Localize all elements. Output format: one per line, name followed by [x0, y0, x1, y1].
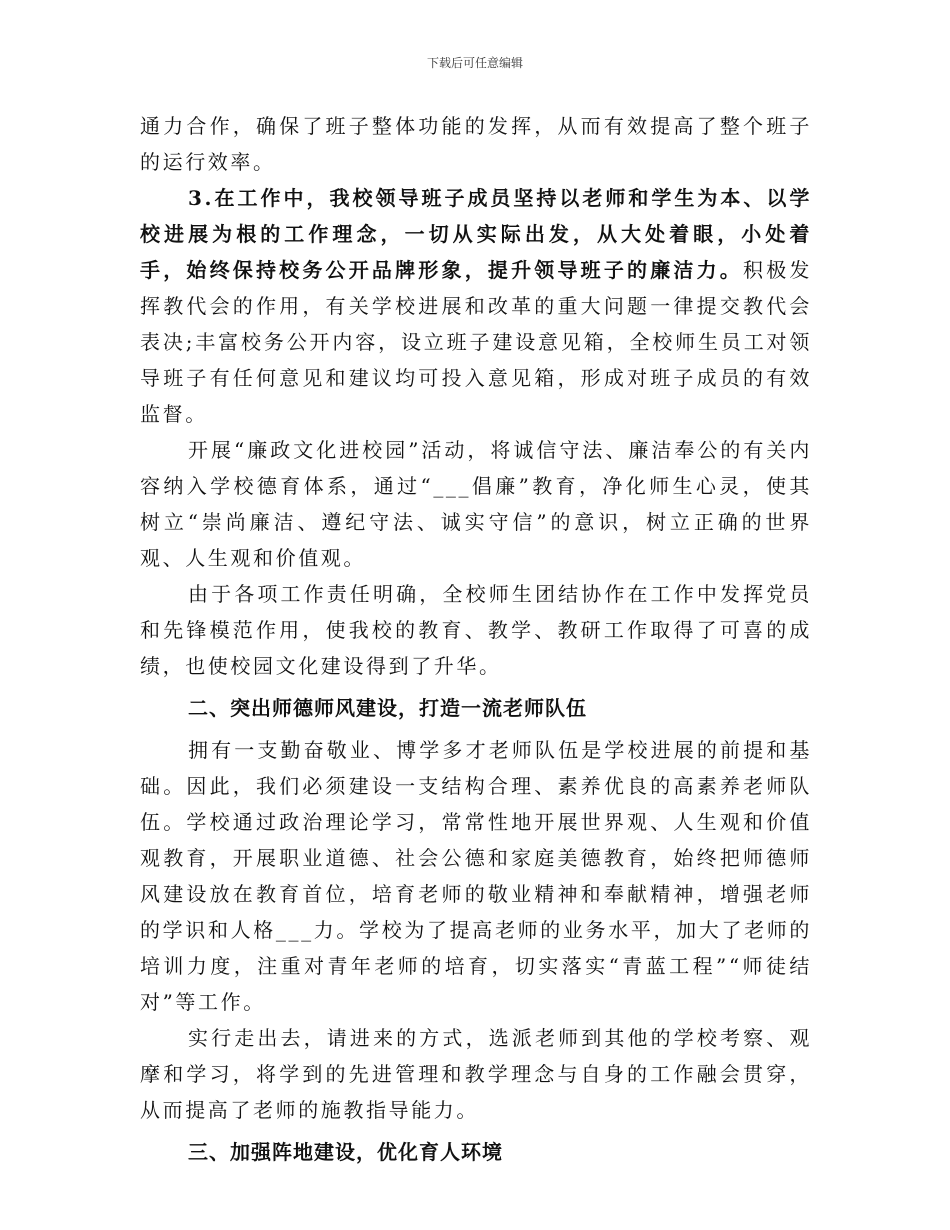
- page-header: 下载后可任意编辑: [426, 56, 523, 70]
- paragraph-item-3: [140, 180, 812, 432]
- section-heading-3: 三、加强阵地建设，优化育人环境: [188, 1140, 503, 1164]
- paragraph-anti-corruption-culture: 开展“廉政文化进校园”活动，将诚信守法、廉洁奉公的有关内容纳入学校德育体系，通过“___倡廉”教育，净化师生心灵，使其树立“崇尚廉洁、遵纪守法、诚实守信”的意识，树立正确的世界观、人生观和价值观。: [140, 438, 812, 570]
- paragraph-item-3-body: 积极发挥教代会的作用，有关学校进展和改革的重大问题一律提交教代会表决;丰富校务公开内容，设立班子建设意见箱，全校师生员工对领导班子有任何意见和建议均可投入意见箱，形成对班子成员的有效监督。: [140, 258, 812, 426]
- paragraph-item-3-bold-lead: 3.在工作中，我校领导班子成员坚持以老师和学生为本、以学校进展为根的工作理念，一切从实际出发，从大处着眼，小处着手，始终保持校务公开品牌形象，提升领导班子的廉洁力。: [140, 186, 812, 282]
- paragraph-results: 由于各项工作责任明确，全校师生团结协作在工作中发挥党员和先锋模范作用，使我校的教育、教学、教研工作取得了可喜的成绩，也使校园文化建设得到了升华。: [140, 582, 812, 678]
- paragraph-continuation: 通力合作，确保了班子整体功能的发挥，从而有效提高了整个班子的运行效率。: [140, 114, 812, 174]
- paragraph-teacher-team: 拥有一支勤奋敬业、博学多才老师队伍是学校进展的前提和基础。因此，我们必须建设一支结构合理、素养优良的高素养老师队伍。学校通过政治理论学习，常常性地开展世界观、人生观和价值观教育，开展职业道德、社会公德和家庭美德教育，始终把师德师风建设放在教育首位，培育老师的敬业精神和奉献精神，增强老师的学识和人格___力。学校为了提高老师的业务水平，加大了老师的培训力度，注重对青年老师的培育，切实落实“青蓝工程”“师徒结对”等工作。: [140, 738, 812, 1014]
- document-body: [140, 108, 812, 1176]
- paragraph-training: 实行走出去，请进来的方式，选派老师到其他的学校考察、观摩和学习，将学到的先进管理和教学理念与自身的工作融会贯穿，从而提高了老师的施教指导能力。: [140, 1026, 812, 1122]
- section-heading-2: 二、突出师德师风建设，打造一流老师队伍: [188, 696, 587, 720]
